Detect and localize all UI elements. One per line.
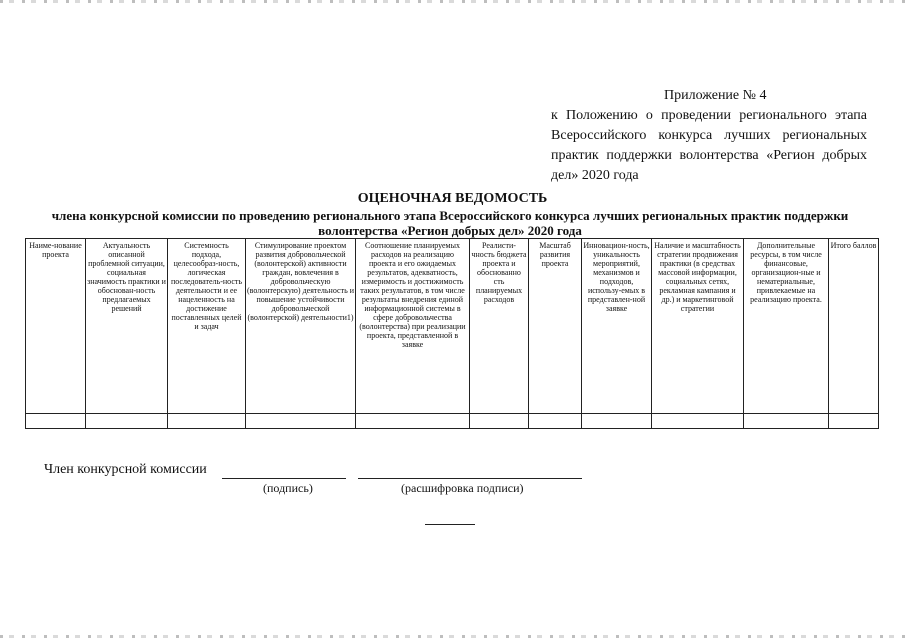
- signature-line: [222, 478, 346, 479]
- header-cell: Стимулирование проектом развития добровольческой (волонтерской) активности граждан, вовлечения в добровольческую (волонтерскую) деятельность и повышение устойчивости добровольческой (волонтерской) деятельности1): [246, 239, 356, 414]
- header-cell: Реалисти-чность бюджета проекта и обоснованно сть планируемых расходов: [470, 239, 529, 414]
- table-cell: [168, 414, 246, 429]
- document-title: ОЦЕНОЧНАЯ ВЕДОМОСТЬ: [357, 191, 548, 206]
- table-cell: [470, 414, 529, 429]
- appendix-number: Приложение № 4: [664, 88, 767, 103]
- name-caption: (расшифровка подписи): [401, 481, 524, 495]
- table-cell: [246, 414, 356, 429]
- table-cell: [26, 414, 86, 429]
- table-row-empty: [26, 414, 879, 429]
- table-cell: [582, 414, 652, 429]
- name-line: [358, 478, 582, 479]
- signature-caption: (подпись): [263, 481, 313, 495]
- evaluation-table: [25, 238, 879, 429]
- header-cell: Актуальность описанной проблемной ситуации, социальная значимость практики и обоснован-ность предлагаемых решений: [86, 239, 168, 414]
- document-subtitle: члена конкурсной комиссии по проведению регионального этапа Всероссийского конкурса лучших региональных практик поддержки волонтерства «Регион добрых дел» 2020 года: [51, 208, 849, 238]
- header-cell: Масштаб развития проекта: [529, 239, 582, 414]
- appendix-text: к Положению о проведении регионального этапа Всероссийского конкурса лучших региональных практик поддержки волонтерства «Регион добрых дел» 2020 года: [551, 108, 867, 183]
- table-cell: [744, 414, 829, 429]
- table-cell: [356, 414, 470, 429]
- scan-edge-top: [0, 0, 905, 3]
- table-cell: [829, 414, 879, 429]
- header-cell: Итого баллов: [829, 239, 879, 414]
- table-cell: [86, 414, 168, 429]
- header-cell: Наиме-нование проекта: [26, 239, 86, 414]
- header-cell: Системность подхода, целесообраз-ность, логическая последователь-ность деятельности и ее нацеленность на достижение поставленных целей и задач: [168, 239, 246, 414]
- table-cell: [529, 414, 582, 429]
- header-row: [26, 239, 879, 414]
- appendix-block: [551, 86, 867, 186]
- header-cell: Соотношение планируемых расходов на реализацию проекта и его ожидаемых результатов, адекватность, измеримость и достижимость таких результатов, в том числе результаты внедрения единой информационной системы в сфере добровольчества (волонтерства) при реализации проекта, представленной в заявке: [356, 239, 470, 414]
- signature-label: Член конкурсной комиссии: [44, 462, 207, 477]
- end-rule: [425, 524, 475, 525]
- table-cell: [652, 414, 744, 429]
- scan-edge-bottom: [0, 635, 905, 638]
- header-cell: Дополнительные ресурсы, в том числе финансовые, организацион-ные и нематериальные, привлекаемые на реализацию проекта.: [744, 239, 829, 414]
- header-cell: Инновацион-ность, уникальность мероприятий, механизмов и подходов, использу-емых в представлен-ной заявке: [582, 239, 652, 414]
- header-cell: Наличие и масштабность стратегии продвижения практики (в средствах массовой информации, социальных сетях, рекламная кампания и др.) и маркетинговой стратегии: [652, 239, 744, 414]
